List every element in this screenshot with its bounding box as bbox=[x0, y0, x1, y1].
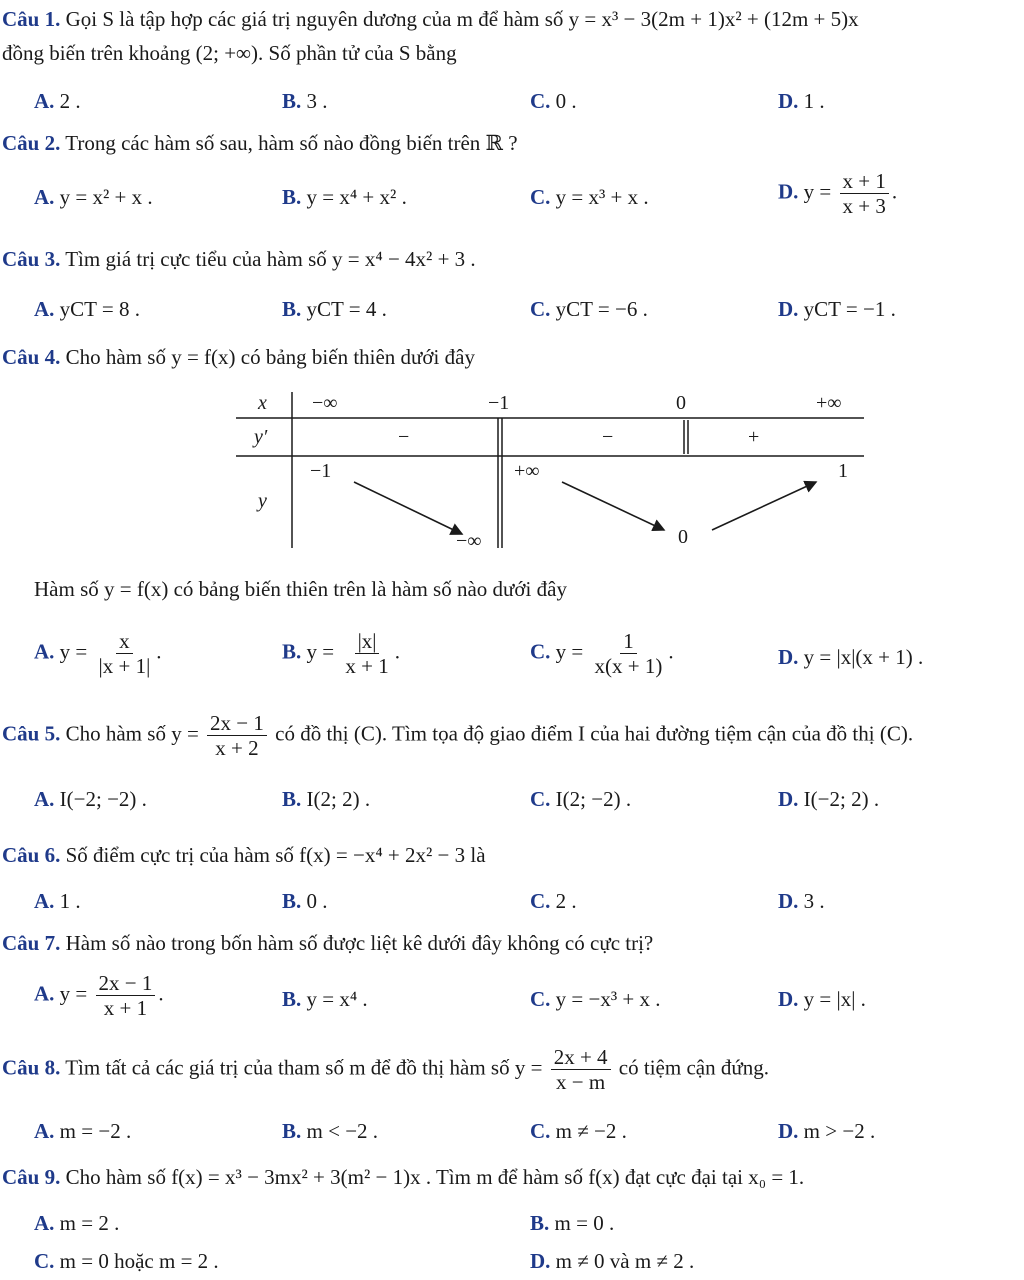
row-header-x: x bbox=[258, 392, 267, 414]
option-d: D. y = $\frac{x + 1}{x + 3}$ . bbox=[778, 169, 898, 219]
option-c: C. y = −x³ + x . bbox=[530, 987, 661, 1011]
y-value: −∞ bbox=[456, 530, 482, 552]
question-2: Câu 2. Trong các hàm số sau, hàm số nào đồng biến trên ℝ ? bbox=[2, 131, 518, 155]
option-d: D. yCT = −1 . bbox=[778, 297, 896, 321]
arrow-decreasing bbox=[354, 482, 462, 534]
option-a: A. 1 . bbox=[34, 889, 81, 913]
question-7: Câu 7. Hàm số nào trong bốn hàm số được liệt kê dưới đây không có cực trị? bbox=[2, 931, 654, 955]
derivative-sign: − bbox=[398, 426, 410, 448]
row-header-y: y bbox=[258, 490, 267, 512]
option-c: C. 0 . bbox=[530, 89, 577, 113]
option-a: A. I(−2; −2) . bbox=[34, 787, 147, 811]
fraction: $\frac{x + 1}{x + 3}$ bbox=[840, 170, 889, 217]
question-4: Câu 4. Cho hàm số y = f(x) có bảng biến thiên dưới đây bbox=[2, 345, 475, 369]
question-4-prompt: Hàm số y = f(x) có bảng biến thiên trên là hàm số nào dưới đây bbox=[34, 577, 567, 601]
option-a: A. m = −2 . bbox=[34, 1119, 132, 1143]
x-value: +∞ bbox=[816, 392, 842, 414]
option-d: D. 1 . bbox=[778, 89, 825, 113]
option-c: C. 2 . bbox=[530, 889, 577, 913]
derivative-sign: − bbox=[602, 426, 614, 448]
option-b: B. I(2; 2) . bbox=[282, 787, 371, 811]
option-d: D. 3 . bbox=[778, 889, 825, 913]
option-d: D. I(−2; 2) . bbox=[778, 787, 880, 811]
option-d: D. m ≠ 0 và m ≠ 2 . bbox=[530, 1249, 695, 1273]
option-a: A. y = $\frac{x}{|x + 1|}$ . bbox=[34, 629, 162, 679]
question-1 bbox=[2, 8, 859, 31]
arrow-decreasing bbox=[562, 482, 664, 530]
y-value: +∞ bbox=[514, 460, 540, 482]
option-c: C. m = 0 hoặc m = 2 . bbox=[34, 1249, 219, 1273]
option-b: B. m = 0 . bbox=[530, 1211, 615, 1235]
option-b: B. yCT = 4 . bbox=[282, 297, 387, 321]
option-b: B. y = $\frac{|x|}{x + 1}$ . bbox=[282, 629, 400, 679]
option-b: B. y = x⁴ + x² . bbox=[282, 185, 407, 209]
option-d: D. y = |x| . bbox=[778, 987, 866, 1011]
arrow-increasing bbox=[712, 482, 816, 530]
variation-table bbox=[236, 386, 868, 552]
x-value: −∞ bbox=[312, 392, 338, 414]
question-text: Gọi S là tập hợp các giá trị nguyên dương của m để hàm số y = x³ − 3(2m + 1)x² + (12m + 5)x bbox=[65, 7, 859, 31]
option-c: C. m ≠ −2 . bbox=[530, 1119, 627, 1143]
option-a: A. m = 2 . bbox=[34, 1211, 120, 1235]
option-c: C. y = x³ + x . bbox=[530, 185, 649, 209]
derivative-sign: + bbox=[748, 426, 760, 448]
y-value: 1 bbox=[838, 460, 848, 482]
question-1-line-2: đồng biến trên khoảng (2; +∞). Số phần tử của S bằng bbox=[2, 41, 457, 65]
option-a: A. 2 . bbox=[34, 89, 81, 113]
option-a: A. y = $\frac{2x - 1}{x + 1}$ . bbox=[34, 971, 164, 1021]
option-c: C. y = $\frac{1}{x(x + 1)}$ . bbox=[530, 629, 674, 679]
option-d: D. m > −2 . bbox=[778, 1119, 876, 1143]
option-b: B. 0 . bbox=[282, 889, 328, 913]
row-header-yprime: y′ bbox=[254, 426, 268, 448]
question-5: Câu 5. Cho hàm số y = $\frac{2x - 1}{x + 2}$ có đồ thị (C). Tìm tọa độ giao điểm I của hai đường tiệm cận của đồ thị (C). bbox=[2, 711, 914, 761]
y-value: −1 bbox=[310, 460, 332, 482]
question-label: Câu 1. bbox=[2, 7, 61, 31]
question-9: Câu 9. Cho hàm số f(x) = x³ − 3mx² + 3(m² − 1)x . Tìm m để hàm số f(x) đạt cực đại tại x₀ = 1. bbox=[2, 1165, 805, 1189]
question-3: Câu 3. Tìm giá trị cực tiểu của hàm số y = x⁴ − 4x² + 3 . bbox=[2, 247, 476, 271]
x-value: 0 bbox=[676, 392, 686, 414]
x-value: −1 bbox=[488, 392, 510, 414]
option-a: A. yCT = 8 . bbox=[34, 297, 140, 321]
option-c: C. I(2; −2) . bbox=[530, 787, 632, 811]
option-d: D. y = |x|(x + 1) . bbox=[778, 645, 924, 669]
option-b: B. y = x⁴ . bbox=[282, 987, 368, 1011]
question-6: Câu 6. Số điểm cực trị của hàm số f(x) = −x⁴ + 2x² − 3 là bbox=[2, 843, 486, 867]
y-value: 0 bbox=[678, 526, 688, 548]
question-8: Câu 8. Tìm tất cả các giá trị của tham số m để đồ thị hàm số y = $\frac{2x + 4}{x - m}$ có tiệm cận đứng. bbox=[2, 1045, 769, 1095]
option-b: B. 3 . bbox=[282, 89, 328, 113]
option-a: A. y = x² + x . bbox=[34, 185, 153, 209]
option-b: B. m < −2 . bbox=[282, 1119, 379, 1143]
option-c: C. yCT = −6 . bbox=[530, 297, 648, 321]
